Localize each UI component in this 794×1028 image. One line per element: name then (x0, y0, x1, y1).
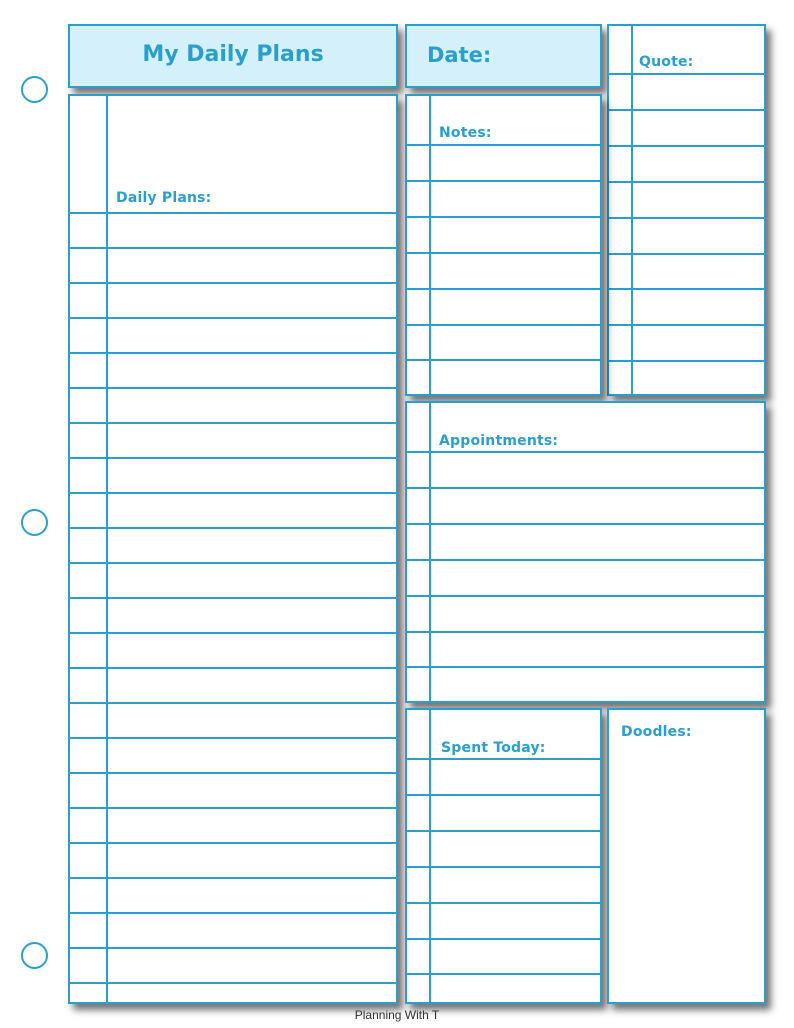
ruled-line (70, 352, 396, 354)
ruled-line (70, 947, 396, 949)
ruled-line (407, 144, 600, 146)
ruled-line (70, 807, 396, 809)
quote-box[interactable] (607, 24, 766, 396)
spent-today-label: Spent Today: (441, 740, 546, 756)
ruled-line (70, 457, 396, 459)
ruled-line (70, 842, 396, 844)
footer-credit: Planning With T (354, 1008, 440, 1022)
ruled-line (407, 902, 600, 904)
ruled-line (407, 324, 600, 326)
ruled-line (407, 866, 600, 868)
ruled-line (407, 595, 764, 597)
ruled-line (70, 492, 396, 494)
ruled-line (70, 772, 396, 774)
ruled-line (407, 631, 764, 633)
daily-plans-label: Daily Plans: (116, 190, 212, 206)
ruled-line (407, 451, 764, 453)
page-title: My Daily Plans (142, 42, 324, 67)
spent-today-box[interactable] (405, 708, 602, 1004)
doodles-label: Doodles: (621, 724, 692, 740)
date-label: Date: (427, 43, 492, 67)
ruled-line (70, 562, 396, 564)
ruled-line (70, 527, 396, 529)
ruled-line (70, 317, 396, 319)
ruled-line (609, 288, 764, 290)
ruled-line (70, 597, 396, 599)
title-box (68, 24, 398, 88)
ruled-line (407, 938, 600, 940)
ruled-line (70, 422, 396, 424)
ruled-line (407, 523, 764, 525)
ruled-line (609, 109, 764, 111)
ruled-line (609, 181, 764, 183)
ruled-line (70, 912, 396, 914)
notes-label: Notes: (439, 125, 492, 141)
ruled-line (609, 360, 764, 362)
ruled-line (407, 487, 764, 489)
ruled-line (70, 387, 396, 389)
ruled-line (609, 253, 764, 255)
ruled-line (609, 217, 764, 219)
ruled-line (70, 877, 396, 879)
ruled-line (70, 982, 396, 984)
binder-hole-bottom (21, 942, 48, 969)
daily-plans-box[interactable] (68, 94, 398, 1004)
ruled-line (70, 282, 396, 284)
quote-label: Quote: (639, 54, 694, 70)
ruled-line (70, 667, 396, 669)
ruled-line (70, 212, 396, 214)
ruled-line (70, 737, 396, 739)
ruled-line (407, 973, 600, 975)
ruled-line (407, 180, 600, 182)
date-box[interactable] (405, 24, 602, 88)
notes-box[interactable] (405, 94, 602, 396)
binder-hole-middle (21, 509, 48, 536)
ruled-line (407, 758, 600, 760)
appointments-label: Appointments: (439, 433, 559, 449)
binder-hole-top (21, 76, 48, 103)
doodles-box[interactable] (607, 708, 766, 1004)
ruled-line (609, 73, 764, 75)
appointments-box[interactable] (405, 401, 766, 703)
ruled-line (407, 359, 600, 361)
ruled-line (407, 666, 764, 668)
ruled-line (70, 247, 396, 249)
ruled-line (407, 830, 600, 832)
ruled-line (70, 702, 396, 704)
ruled-line (407, 288, 600, 290)
ruled-line (407, 216, 600, 218)
ruled-line (407, 559, 764, 561)
ruled-line (407, 252, 600, 254)
ruled-line (70, 632, 396, 634)
ruled-line (407, 794, 600, 796)
ruled-line (609, 145, 764, 147)
ruled-line (609, 324, 764, 326)
